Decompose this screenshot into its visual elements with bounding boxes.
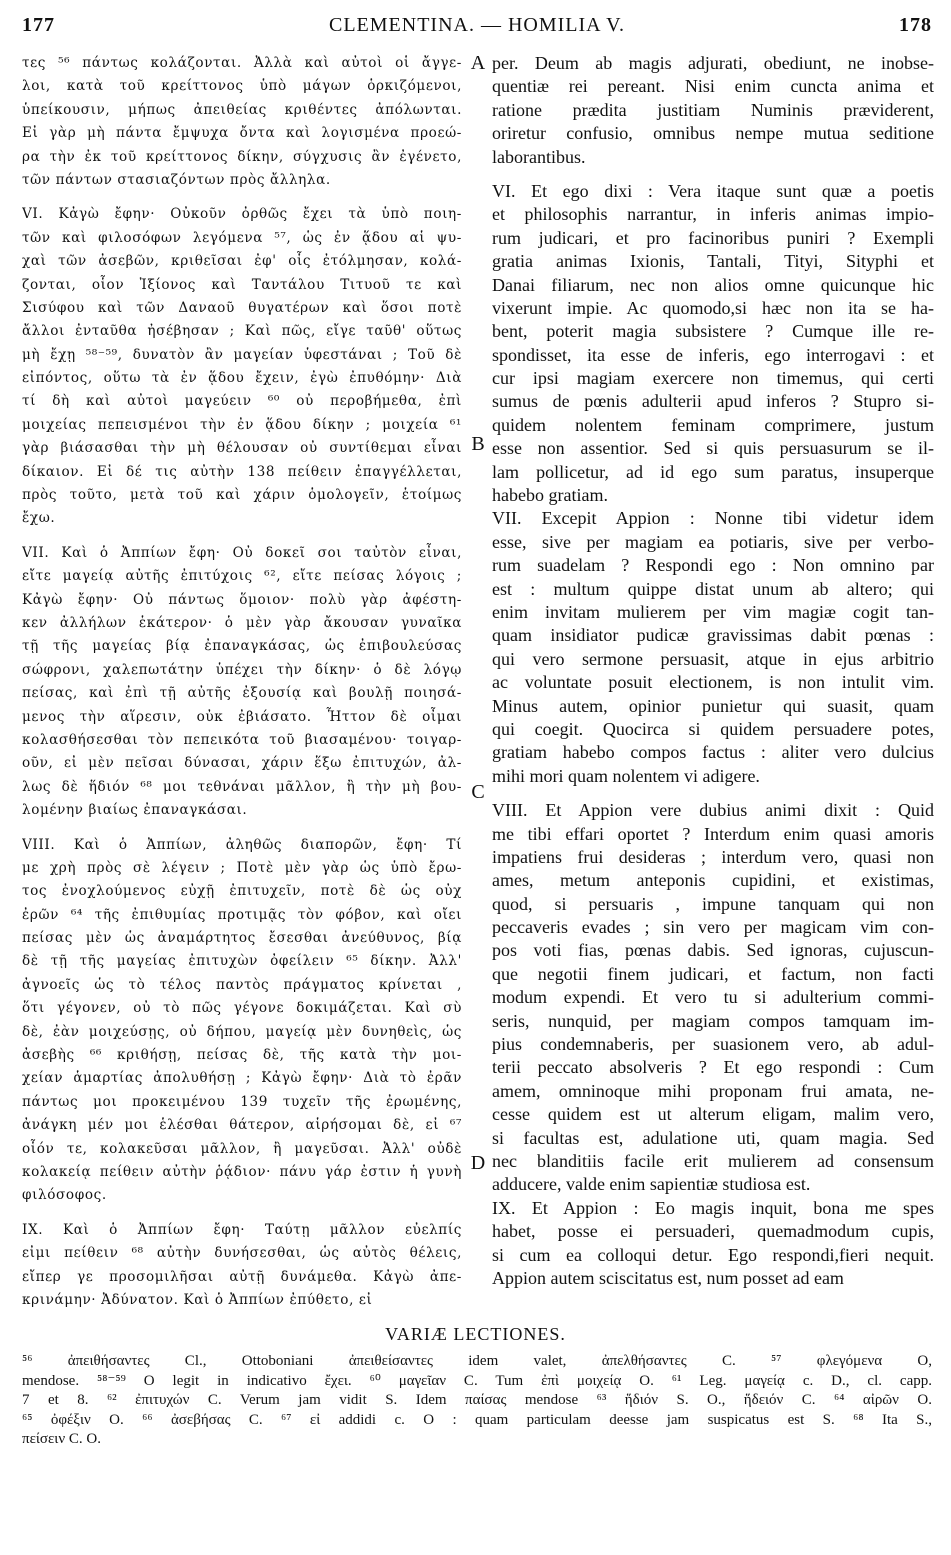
latin-text-line: gratiam habebo compos factus : aliter vero dulcius — [492, 742, 934, 763]
greek-text-line: εἰμι πείθειν ⁶⁸ αὐτὴν δυνήσεσθαι, ὡς αὐτὸς θέλεις, — [22, 1245, 462, 1262]
greek-text-line: τῶν πάντων στασιαζόντων πρὸς ἄλληλα. — [22, 171, 331, 188]
footnotes — [22, 1352, 932, 1450]
greek-text-line: κρινάμην· Ἀδύνατον. Καὶ ὁ Ἀππίων ἐπύθετο, εἰ — [22, 1291, 373, 1308]
greek-text-line: λομένην βιαίως ἐπαναγκάσαι. — [22, 802, 248, 819]
latin-text-line: qui coegit. Quocirca si quidem persuadere potes, — [492, 718, 934, 739]
latin-text-line: adducere, valde enim sapientiæ studiosa est. — [492, 1174, 811, 1195]
page-number-left: 177 — [22, 14, 55, 36]
latin-text-line: VI. Et ego dixi : Vera itaque sunt quæ a poetis — [492, 180, 934, 201]
latin-text-line: bent, poterit magia subsistere ? Cumque ille re- — [492, 321, 934, 342]
latin-column — [492, 52, 934, 1290]
greek-text-line: VI. Κἀγὼ ἔφην· Οὐκοῦν ὀρθῶς ἔχει τὰ ὑπὸ ποιη- — [22, 206, 462, 223]
latin-text-line: gratia animas Ixionis, Tantali, Tityi, Sityphi et — [492, 251, 934, 272]
greek-text-line: μενος τὴν αἵρεσιν, οὐκ ἐβιάσατο. Ἧττον δὲ οἶμαι — [22, 708, 462, 725]
latin-text-line: et philosophis narrantur, in inferis animas impio- — [492, 204, 934, 225]
latin-text-line: modum expendi. Et vero tu si adulterium commi- — [492, 987, 934, 1008]
latin-text-line: sumus de pœnis adulterii apud inferos ? Stupro si- — [492, 391, 934, 412]
paragraph-gap — [492, 788, 934, 799]
greek-text-line: οἷόν τε, κολακεῦσαι μᾶλλον, ἢ μαγεῦσαι. Ἀλλ' οὐδὲ — [22, 1140, 462, 1157]
greek-text-line: με χρὴ πρὸς σὲ λέγειν ; Ποτὲ μὲν γὰρ ὡς ὑπὸ ἔρω- — [22, 859, 462, 876]
greek-text-line: ὅτι γέγονεν, οὐ τὸ πῶς γέγονε δοκιμάζεται. Καὶ σὺ — [22, 1000, 462, 1017]
latin-text-line: quentiæ rei pereant. Nisi enim cuncta anima et — [492, 76, 934, 97]
latin-text-line: VII. Excepit Appion : Nonne tibi videtur idem — [492, 508, 934, 529]
greek-text-line: κεν ἀλλήλων ἑκάτερον· ὁ μὲν γὰρ ἄκουσαν γυναῖκα — [22, 614, 462, 631]
latin-text-line: pius condemnaberis, per suasionem vero, ab adul- — [492, 1034, 934, 1055]
paragraph-gap — [492, 169, 934, 180]
paragraph-gap — [22, 531, 462, 542]
footnote-line: ⁶⁵ ὀφέξιν O. ⁶⁶ ἀσεβήσας C. ⁶⁷ εἰ addidi c. O : quam particulam deesse jam suspicatus est S. ⁶⁸ Ita S., — [22, 1411, 932, 1428]
greek-text-line: Εἰ γὰρ μὴ πάντα ἔμψυχα ὄντα καὶ λογισμένα προεώ- — [22, 125, 462, 142]
greek-text-line: εἰπόντος, οὕτω τὰ ἐν ᾅδου ἔχειν, ἐγὼ ἐπυθόμην· Διὰ — [22, 370, 462, 387]
latin-text-line: Appion autem sciscitatus est, num posset ad eam — [492, 1267, 844, 1288]
running-title: CLEMENTINA. — HOMILIA V. — [328, 14, 626, 36]
greek-text-line: φιλόσοφος. — [22, 1187, 107, 1204]
paragraph-gap — [22, 823, 462, 834]
latin-text-line: oriretur confusio, omnibus nempe mutua seditione — [492, 123, 934, 144]
latin-text-line: si facultas est, adulatione uti, quam magia. Sed — [492, 1127, 934, 1148]
greek-text-line: VII. Καὶ ὁ Ἀππίων ἔφη· Οὐ δοκεῖ σοι ταὐτὸν εἶναι, — [22, 544, 462, 561]
greek-text-line: ἀνάγκη μέν μοι ἑλέσθαι θάτερον, αἱρήσομαι δὲ, εἰ ⁶⁷ — [22, 1117, 462, 1134]
latin-text-line: VIII. Et Appion vere dubius animi dixit : Quid — [492, 800, 934, 821]
latin-text-line: ac voluntate posuit electionem, is non intulit vim. — [492, 672, 934, 693]
latin-text-line: cur ipsi magiam exercere non timemus, qui certi — [492, 368, 934, 389]
greek-text-line: πείσας, καὶ ἐπὶ τῇ αὐτῆς ἐξουσίᾳ καὶ βουλῇ ποιησά- — [22, 685, 462, 702]
variae-lectiones-title: VARIÆ LECTIONES. — [385, 1324, 566, 1344]
latin-text-line: Danai filiarum, nec non alios omne quicunque hic — [492, 274, 934, 295]
greek-text-line: VIII. Καὶ ὁ Ἀππίων, ἀληθῶς διαπορῶν, ἔφη· Τί — [22, 836, 462, 853]
greek-text-line: IX. Καὶ ὁ Ἀππίων ἔφη· Ταύτῃ μᾶλλον εὐελπίς — [22, 1221, 462, 1238]
latin-text-line: spondisset, ita esse de inferis, ego interrogavi : et — [492, 344, 934, 365]
greek-text-line: κολασθήσεσθαι τὸν πεπεικότα τοῦ βιασαμένου· τοιγαρ- — [22, 731, 462, 748]
latin-text-line: quod, si persuaris , impune tanquam qui non — [492, 893, 934, 914]
latin-text-line: est : multum quippe distat unum ab altero; qui — [492, 578, 934, 599]
latin-text-line: Minus autem, opinior punietur qui suasit, quam — [492, 695, 934, 716]
greek-text-line: λως δὲ ἥδιόν ⁶⁸ μοι τεθνάναι μᾶλλον, ἢ τὴν μὴ βου- — [22, 778, 462, 795]
greek-text-line: πάντως μοι προκειμένου 139 τυχεῖν τῆς ἐρωμένης, — [22, 1093, 462, 1110]
latin-text-line: IX. Et Appion : Eo magis inquit, bona me spes — [492, 1197, 934, 1218]
latin-text-line: per. Deum ab magis adjurati, obediunt, ne inobse- — [492, 53, 934, 73]
latin-text-line: quam insidiator pudicæ gravissimas dabit pœnas : — [492, 625, 934, 646]
latin-text-line: esse, sive per magiam ea potiaris, sive per verbo- — [492, 531, 934, 552]
latin-text-line: ames, metum anteponis cupidini, et existimas, — [492, 870, 934, 891]
greek-text-line: δίκαιον. Εἰ δέ τις αὐτὴν 138 πείθειν ἐπαγγέλλεται, — [22, 463, 462, 480]
latin-text-line: laborantibus. — [492, 146, 586, 167]
greek-text-line: τῇ τῆς μαγείας βίᾳ ἐπαναγκάσας, ὡς ἐπιβουλεύσας — [22, 638, 462, 655]
greek-text-line: κολακείᾳ πείθειν αὐτὴν ῥᾴδιον· πάνυ γάρ ἐστιν ἡ γυνὴ — [22, 1163, 462, 1180]
latin-text-line: lam pollicetur, ad id ego sum paratus, insuperque — [492, 461, 934, 482]
latin-text-line: rum judicari, et pro facinoribus puniri ? Exempli — [492, 227, 934, 248]
latin-text-line: me tibi effari oportet ? Interdum enim quasi amoris — [492, 823, 934, 844]
latin-text-line: qui vero sermone persuasit, atque in ejus arbitrio — [492, 648, 934, 669]
latin-text-line: nec blanditiis facile erit mulierem ad consensum — [492, 1150, 934, 1171]
greek-text-line: ἀσεβὴς ⁶⁶ κριθήσῃ, πείσας δὲ, τῆς κατὰ τὴν μοι- — [22, 1047, 462, 1064]
greek-text-line: ἔχω. — [22, 510, 56, 527]
greek-text-line: τος ἐνοχλούμενος εὐχῇ ἐπιτυχεῖν, ποτὲ δὲ ὡς οὐχ — [22, 883, 462, 900]
greek-text-line: σώφρονι, χαλεπωτάτην ὑπέχει τὴν δίκην· ὁ δὲ λόγῳ — [22, 661, 462, 678]
footnote-line: ⁵⁶ ἀπειθήσαντες Cl., Ottoboniani ἀπειθείσαντες idem valet, ἀπελθήσαντες C. ⁵⁷ φλεγόμενα O, — [22, 1353, 932, 1369]
latin-text-line: seris, nunquid, per magiam compos tamquam im- — [492, 1010, 934, 1031]
latin-text-line: pos voti fias, pœnas dabis. Sed ignoras, cujuscun- — [492, 940, 934, 961]
latin-text-line: rum suadelam ? Respondi ego : Non omnino par — [492, 555, 934, 576]
latin-text-line: si cum ea colloqui detur. Ego respondi,fieri nequit. — [492, 1244, 934, 1265]
page-number-right: 178 — [899, 14, 932, 36]
latin-text-line: vixerunt impie. Ac quomodo,si hæc non ita se ha- — [492, 297, 934, 318]
greek-text-line: πρὸς τοῦτο, μετὰ τοῦ καὶ χάριν ὁμολογεῖν, ἑτοίμως — [22, 487, 462, 504]
latin-text-line: cesse quidem est ut alterum eligam, malim vero, — [492, 1104, 934, 1125]
latin-text-line: amem, omninoque mihi proponam frui amata, ne- — [492, 1080, 934, 1101]
greek-text-line: Κἀγὼ ἔφην· Οὐ πάντως ὅμοιον· πολὺ γὰρ ἀφέστη- — [22, 591, 462, 608]
footnote-line: 7 et 8. ⁶² ἐπιτυχών C. Verum jam vidit S. Idem παίσας mendose ⁶³ ἥδιόν S. O., ἥδειόν C. ⁶⁴ αἰρῶν O. — [22, 1392, 932, 1408]
greek-text-line: μοιχείας πεπεισμένοι τὴν ἐν ᾅδου δίκην ; μοιχεία ⁶¹ — [22, 416, 462, 433]
greek-text-line: ἀγνοεῖς ὡς τὸ τέλος παντὸς πράγματος κρίνεται , — [22, 976, 462, 993]
latin-text-line: habebo gratiam. — [492, 485, 608, 506]
footnote-line: πείσειν C. O. — [22, 1431, 101, 1447]
paragraph-gap — [22, 1208, 462, 1219]
greek-text-line: Σισύφου καὶ τῶν Δαναοῦ θυγατέρων καὶ ὅσοι ποτὲ — [22, 299, 462, 316]
greek-text-line: χείαν ἁμαρτίας ἀπολυθήσῃ ; Κἀγὼ ἔφην· Διὰ τὸ ἐρᾶν — [22, 1070, 462, 1087]
running-header — [22, 14, 932, 42]
greek-text-line: δὲ τῇ τῆς μαγείας ἐπιτυχὼν ὀφείλειν ⁶⁵ δίκην. Ἀλλ' — [22, 953, 462, 970]
greek-text-line: δὲ, ἐὰν μοιχεύσῃς, οὐ δήπου, μαγείᾳ μὲν δυνηθεὶς, ὡς — [22, 1023, 462, 1040]
greek-text-line: τες ⁵⁶ πάντως κολάζονται. Ἀλλὰ καὶ αὐτοὶ οἱ ἄγγε- — [22, 55, 462, 71]
greek-text-line: μὴ ἔχῃ ⁵⁸⁻⁵⁹, δυνατὸν ἂν μαγείαν ὑφεστάναι ; Τοῦ δὲ — [22, 346, 462, 363]
latin-text-line: enim invitam mulierem per vim magiæ cogit tan- — [492, 601, 934, 622]
greek-text-line: εἴπερ γε προσομιλῆσαι αὐτῇ δυνάμεθα. Κἀγὼ ἀπε- — [22, 1268, 462, 1285]
footnote-line: mendose. ⁵⁸⁻⁵⁹ O legit in indicativo ἔχει. ⁶⁰ μαγεῖαν C. Tum ἐπὶ μοιχείᾳ O. ⁶¹ Leg. μαγείᾳ c. D., cl. capp. — [22, 1372, 932, 1389]
margin-letter-a: A — [470, 52, 486, 74]
greek-text-line: τῶν καὶ φιλοσόφων λεγόμενα ⁵⁷, ὡς ἐν ᾅδου αἱ ψυ- — [22, 229, 462, 246]
greek-text-line: τί δὴ καὶ αὐτοὶ μαγεύειν ⁶⁰ οὐ περοβήμεθα, ἐπὶ — [22, 393, 462, 410]
latin-text-line: peccaveris evades ; sin vero per magicam vim con- — [492, 917, 934, 938]
greek-text-line: πείσας μὲν ὡς ἀναμάρτητος ἔσεσθαι ἀνεύθυνος, βίᾳ — [22, 930, 462, 947]
greek-text-line: οῦν, εἰ μὲν πεῖσαι δύνασαι, χάριν ἕξω ἐπιτυχών, ἀλ- — [22, 755, 462, 772]
greek-text-line: γὰρ βιάσασθαι τὴν μὴ θέλουσαν οὐ συντίθεμαι εἶναι — [22, 440, 462, 457]
latin-text-line: mihi mori quam nolentem vi adigere. — [492, 765, 760, 786]
greek-text-line: χαὶ τῶν ἀσεβῶν, κριθεῖσαι ἐφ' οἷς ἐτόλμησαν, κολά- — [22, 253, 462, 270]
latin-text-line: quidem nolentem feminam comprimere, justum — [492, 414, 934, 435]
greek-text-line: ἄλλοι ἐνταῦθα ἠσέβησαν ; Καὶ πῶς, εἴγε ταῦθ' οὕτως — [22, 323, 462, 340]
latin-text-line: esse non assentior. Sed si quis persuasurum se il- — [492, 438, 934, 459]
latin-text-line: terii peccato absolveris ? Et ego respondi : Cum — [492, 1057, 934, 1078]
greek-text-line: λοι, κατὰ τοῦ κρείττονος ὑπὸ μάγων ὁρκιζόμενοι, — [22, 78, 462, 95]
latin-text-line: impatiens frui desideras ; interdum vero, quasi non — [492, 846, 934, 867]
greek-text-line: ρα τὴν ἐκ τοῦ κρείττονος δίκην, σύγχυσις ἂν ἐγένετο, — [22, 148, 462, 165]
latin-text-line: habet, posse ei persuaderi, quemadmodum cupis, — [492, 1221, 934, 1242]
paragraph-gap — [22, 192, 462, 203]
margin-letter-b: B — [471, 433, 485, 455]
margin-letter-c: C — [471, 781, 485, 803]
greek-text-line: ζονται, οἷον Ἰξίονος καὶ Ταντάλου Τιτυοῦ τε καὶ — [22, 276, 462, 293]
margin-letter-d: D — [470, 1152, 486, 1174]
greek-text-line: ὑπείκουσιν, μήπως ἀπειθείας κριθέντες ἀπόλωνται. — [22, 101, 462, 118]
greek-text-line: εἴτε μαγείᾳ αὐτῆς ἐπιτύχοις ⁶², εἴτε πείσας λόγοις ; — [22, 568, 462, 585]
latin-text-line: ratione prædita justitiam Numinis prævidеrent, — [492, 99, 934, 120]
greek-column — [22, 52, 462, 1312]
greek-text-line: ἐρῶν ⁶⁴ τῆς ἐπιθυμίας προτιμᾷς τὸν φόβον, καὶ οἴει — [22, 906, 462, 923]
latin-text-line: que negotii finem judicari, et factum, non facti — [492, 963, 934, 984]
